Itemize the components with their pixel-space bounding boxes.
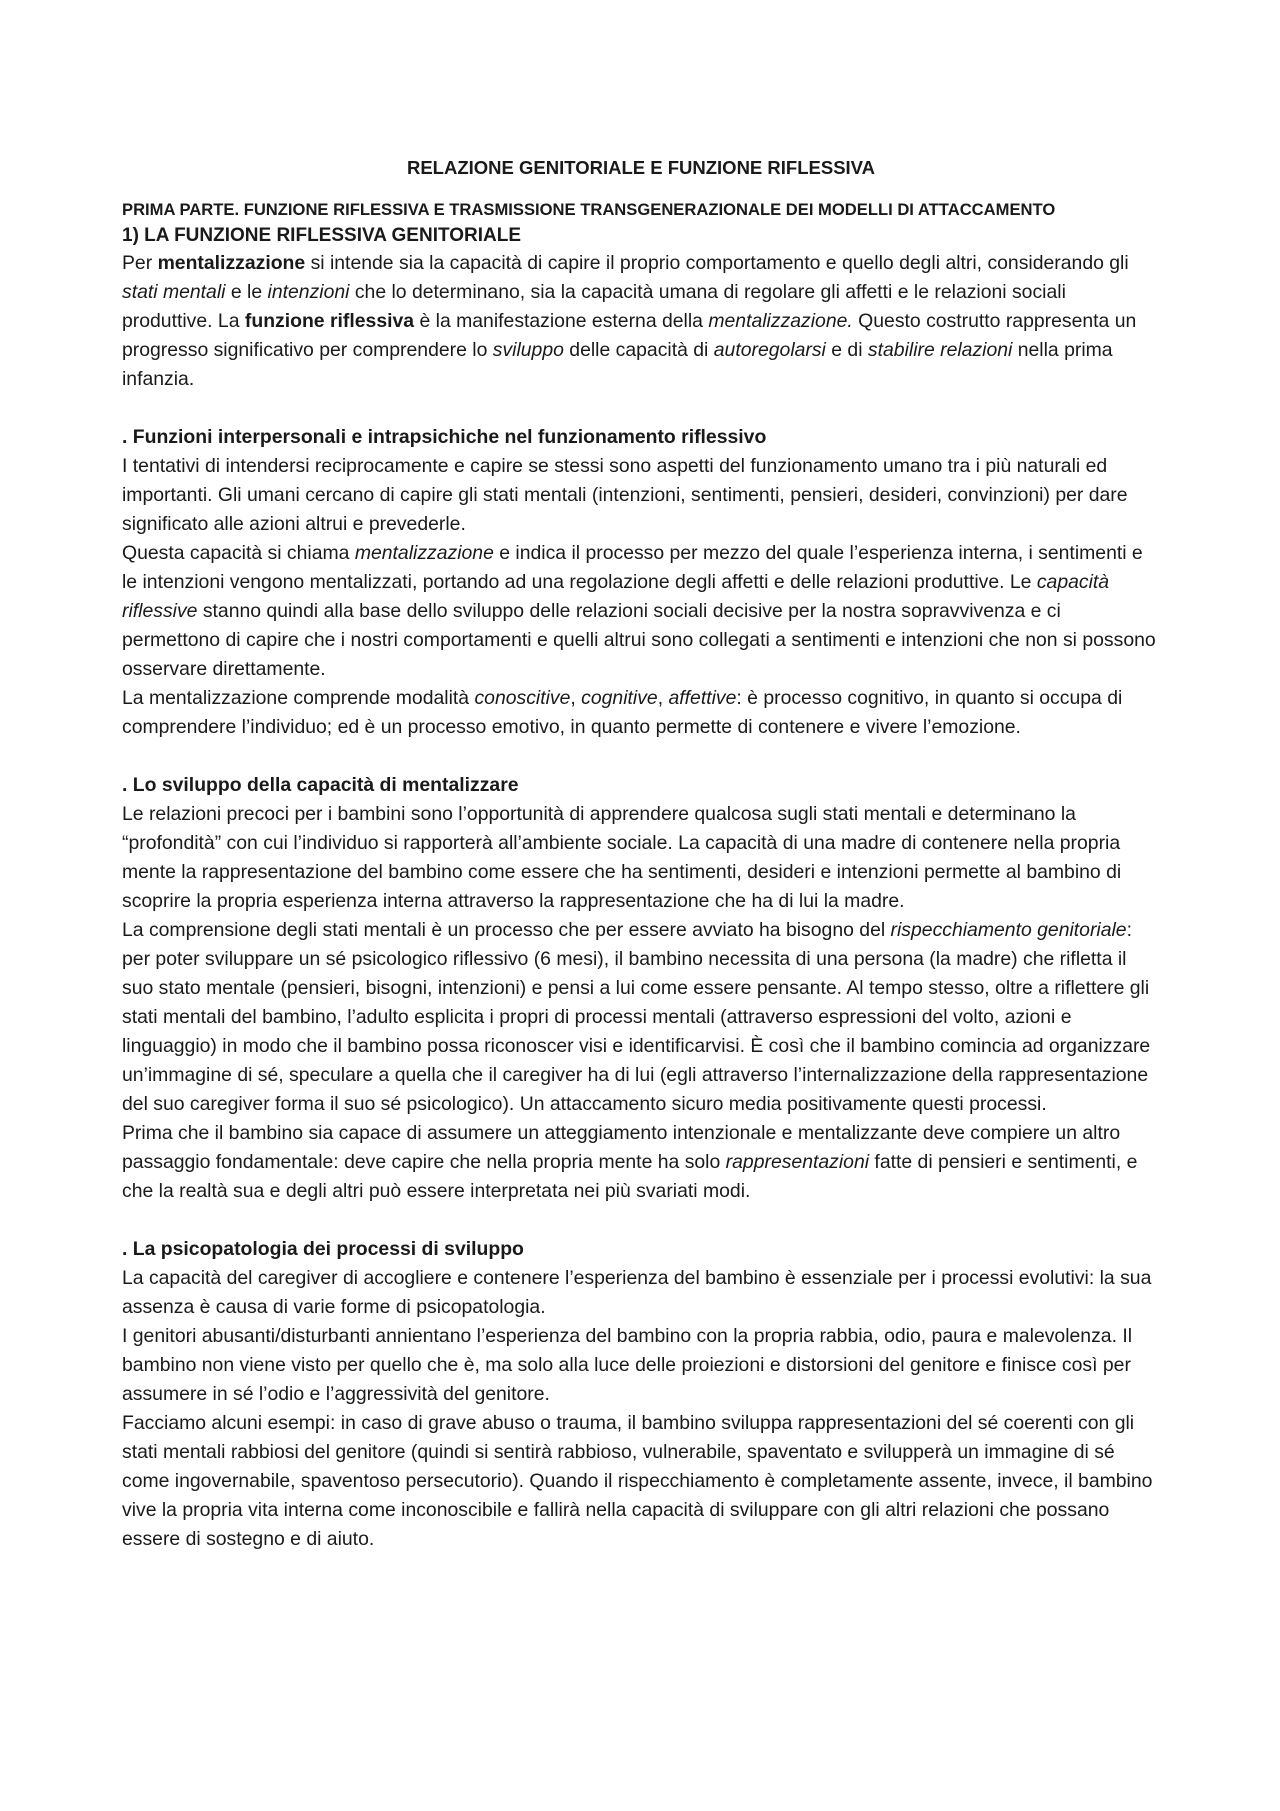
term-autoregolarsi: autoregolarsi xyxy=(713,339,826,361)
term-mentalizzazione-italic: mentalizzazione. xyxy=(708,310,853,332)
paragraph-text: Prima che il bambino sia capace di assumere un atteggiamento intenzionale e mentalizzante deve compiere un altro passaggio fondamentale: deve capire che nella propria mente ha solo xyxy=(122,1122,1121,1173)
term-capacita-riflessive: capacità riflessive xyxy=(122,571,1110,622)
paragraph xyxy=(122,916,1160,1119)
term-mentalizzazione: mentalizzazione xyxy=(157,252,306,274)
paragraph: I genitori abusanti/disturbanti annientano l’esperienza del bambino con la propria rabbia, odio, paura e malevolenza. Il bambino non viene visto per quello che è, ma solo alla luce delle proiezioni e distorsioni del genitore e finisce così per assumere in sé l’odio e l’aggressività del genitore. xyxy=(122,1325,1133,1405)
subsection-heading-2: . Lo sviluppo della capacità di mentalizzare xyxy=(122,774,519,796)
paragraph-text: : per poter sviluppare un sé psicologico riflessivo (6 mesi), il bambino necessita di una persona (la madre) che rifletta il suo stato mentale (pensieri, bisogni, intenzioni) e pensi a lui come essere pensante. Al tempo stesso, oltre a riflettere gli stati mentali del bambino, l’adulto esplicita i propri di processi mentali (attraverso espressioni del volto, azioni e linguaggio) in modo che il bambino possa riconoscer visi e identificarvisi. È così che il bambino comincia ad organizzare un’immagine di sé, speculare a quella che il caregiver ha di lui (egli attraverso l’internalizzazione della rappresentazione del suo caregiver forma il suo sé psicologico). Un attaccamento sicuro media positivamente questi processi. xyxy=(122,919,1151,1115)
intro-text: e di xyxy=(825,339,868,361)
intro-text: che lo determinano, sia la capacità umana di regolare gli affetti e le relazioni sociali produttive. La xyxy=(122,281,1066,332)
paragraph-text: Questa capacità si chiama xyxy=(122,542,355,564)
paragraph-text: La comprensione degli stati mentali è un processo che per essere avviato ha bisogno del xyxy=(122,919,891,941)
spacer xyxy=(122,394,1160,423)
term-rappresentazioni: rappresentazioni xyxy=(725,1151,870,1173)
intro-text: si intende sia la capacità di capire il proprio comportamento e quello degli altri, considerando gli xyxy=(305,252,1129,274)
subsection-heading-1: . Funzioni interpersonali e intrapsichiche nel funzionamento riflessivo xyxy=(122,426,767,448)
paragraph-text: fatte di pensieri e sentimenti, e che la realtà sua e degli altri può essere interpretata nei più svariati modi. xyxy=(122,1151,1138,1202)
intro-paragraph xyxy=(122,249,1160,394)
paragraph xyxy=(122,539,1160,684)
term-mentalizzazione-italic: mentalizzazione xyxy=(354,542,494,564)
term-affettive: affettive xyxy=(668,687,737,709)
paragraph-text: La mentalizzazione comprende modalità xyxy=(122,687,475,709)
term-cognitive: cognitive xyxy=(581,687,658,709)
intro-text: delle capacità di xyxy=(563,339,714,361)
term-intenzioni: intenzioni xyxy=(267,281,350,303)
intro-text: e le xyxy=(225,281,268,303)
subsection-heading-3: . La psicopatologia dei processi di sviluppo xyxy=(122,1238,524,1260)
term-stabilire-relazioni: stabilire relazioni xyxy=(867,339,1013,361)
paragraph-text: stanno quindi alla base dello sviluppo delle relazioni sociali decisive per la nostra sopravvivenza e ci permettono di capire che i nostri comportamenti e quelli altrui sono collegati a sentimenti e intenzioni che non si possono osservare direttamente. xyxy=(122,600,1156,680)
term-conoscitive: conoscitive xyxy=(474,687,571,709)
paragraph-text: : è processo cognitivo, in quanto si occupa di comprendere l’individuo; ed è un processo emotivo, in quanto permette di contenere e vivere l’emozione. xyxy=(122,687,1123,738)
spacer xyxy=(122,742,1160,771)
section-heading: 1) LA FUNZIONE RIFLESSIVA GENITORIALE xyxy=(122,225,522,246)
intro-text: Questo costrutto rappresenta un progresso significativo per comprendere lo xyxy=(122,310,1137,361)
document-title: RELAZIONE GENITORIALE E FUNZIONE RIFLESSIVA xyxy=(406,157,875,178)
paragraph: La mentalizzazione comprende modalità conoscitive, cognitive, affettive: è processo cognitivo, in quanto si occupa di comprendere l’individuo; ed è un processo emotivo, in quanto permette di contenere e vivere l’emozione. xyxy=(122,687,1123,738)
paragraph xyxy=(122,1119,1160,1206)
term-stati-mentali: stati mentali xyxy=(122,281,226,303)
term-rispecchiamento-genitoriale: rispecchiamento genitoriale xyxy=(890,919,1127,941)
intro-text: nella prima infanzia. xyxy=(122,339,1113,390)
intro-text: Per xyxy=(122,252,158,274)
spacer xyxy=(122,1206,1160,1235)
part-heading: PRIMA PARTE. FUNZIONE RIFLESSIVA E TRASMISSIONE TRANSGENERAZIONALE DEI MODELLI DI ATTACCAMENTO xyxy=(122,200,1056,219)
paragraph: La capacità del caregiver di accogliere e contenere l’esperienza del bambino è essenziale per i processi evolutivi: la sua assenza è causa di varie forme di psicopatologia. xyxy=(122,1267,1152,1318)
paragraph: Facciamo alcuni esempi: in caso di grave abuso o trauma, il bambino sviluppa rappresentazioni del sé coerenti con gli stati mentali rabbiosi del genitore (quindi si sentirà rabbioso, vulnerabile, spaventato e svilupperà un immagine di sé come ingovernabile, spaventoso persecutorio). Quando il rispecchiamento è completamente assente, invece, il bambino vive la propria vita interna come inconoscibile e fallirà nella capacità di sviluppare con gli altri relazioni che possano essere di sostegno e di aiuto. xyxy=(122,1412,1153,1550)
term-funzione-riflessiva: funzione riflessiva xyxy=(244,310,415,332)
paragraph-text: e indica il processo per mezzo del quale l’esperienza interna, i sentimenti e le intenzioni vengono mentalizzati, portando ad una regolazione degli affetti e delle relazioni produttive. Le xyxy=(122,542,1143,593)
paragraph: Le relazioni precoci per i bambini sono l’opportunità di apprendere qualcosa sugli stati mentali e determinano la “profondità” con cui l’individuo si rapporterà all’ambiente sociale. La capacità di una madre di contenere nella propria mente la rappresentazione del bambino come essere che ha sentimenti, desideri e intenzioni permette al bambino di scoprire la propria esperienza interna attraverso la rappresentazione che ha di lui la madre. xyxy=(122,803,1122,912)
intro-text: è la manifestazione esterna della xyxy=(414,310,709,332)
term-sviluppo: sviluppo xyxy=(492,339,564,361)
paragraph: I tentativi di intendersi reciprocamente e capire se stessi sono aspetti del funzionamento umano tra i più naturali ed importanti. Gli umani cercano di capire gli stati mentali (intenzioni, sentimenti, pensieri, desideri, convinzioni) per dare significato alle azioni altrui e prevederle. xyxy=(122,455,1128,535)
